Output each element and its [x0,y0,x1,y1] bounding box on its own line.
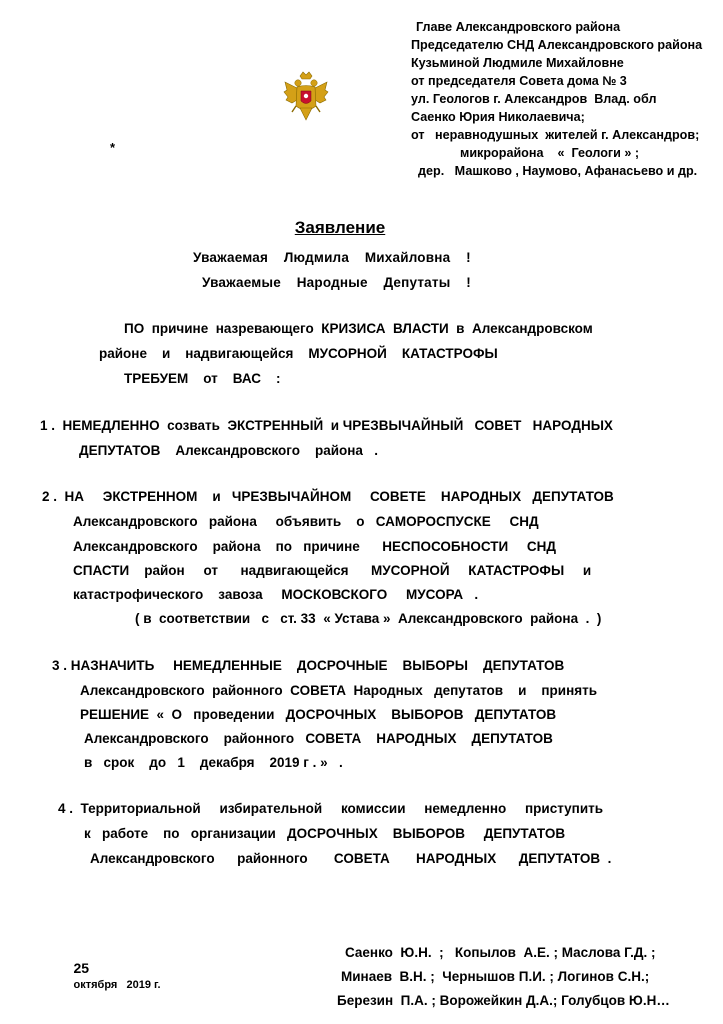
addressee-line: ул. Геологов г. Александров Влад. обл [411,92,657,106]
greeting-line: Уважаемая Людмила Михайловна ! [193,250,471,265]
intro-line: ПО причине назревающего КРИЗИСА ВЛАСТИ в Александровском [124,321,593,336]
item-line: РЕШЕНИЕ « О проведении ДОСРОЧНЫХ ВЫБОРОВ ДЕПУТАТОВ [80,707,557,722]
addressee-line: Саенко Юрия Николаевича; [411,110,585,124]
date-month-year: октября 2019 г. [73,979,161,991]
intro-line: ТРЕБУЕМ от ВАС : [124,371,281,386]
greeting-line: Уважаемые Народные Депутаты ! [202,275,471,290]
item-line: Александровского районного СОВЕТА НАРОДНЫХ ДЕПУТАТОВ . [90,851,612,866]
addressee-line: Главе Александровского района [416,20,621,34]
item-line: 2 . НА ЭКСТРЕННОМ и ЧРЕЗВЫЧАЙНОМ СОВЕТЕ НАРОДНЫХ ДЕПУТАТОВ [42,489,614,504]
item-line: 3 . НАЗНАЧИТЬ НЕМЕДЛЕННЫЕ ДОСРОЧНЫЕ ВЫБОРЫ ДЕПУТАТОВ [52,658,565,673]
signature-line: Саенко Ю.Н. ; Копылов А.Е. ; Маслова Г.Д. ; [345,945,656,960]
signature-line: Березин П.А. ; Ворожейкин Д.А.; Голубцов Ю.Н… [337,993,670,1008]
item-line: ДЕПУТАТОВ Александровского района . [79,443,378,458]
item-line: Александровского района по причине НЕСПОСОБНОСТИ СНД [73,539,557,554]
addressee-line: Председателю СНД Александровского района [411,38,703,52]
item-line: катастрофического завоза МОСКОВСКОГО МУСОРА . [73,587,479,602]
addressee-line: микрорайона « Геологи » ; [460,146,640,160]
item-line: к работе по организации ДОСРОЧНЫХ ВЫБОРОВ ДЕПУТАТОВ [84,826,566,841]
addressee-line: дер. Машково , Наумово, Афанасьево и др. [418,164,698,178]
addressee-line: Кузьминой Людмиле Михайловне [411,56,624,70]
item-line: Александровского районного СОВЕТА Народных депутатов и принять [80,683,598,698]
addressee-line: от неравнодушных жителей г. Александров; [411,128,700,142]
document-title: Заявление [294,218,386,237]
item-line: СПАСТИ район от надвигающейся МУСОРНОЙ КАТАСТРОФЫ и [73,563,592,578]
asterisk-mark: * [110,140,116,155]
date-day: 25 [73,960,90,976]
item-line: Александровского района объявить о САМОРОСПУСКЕ СНД [73,514,539,529]
item-line: Александровского районного СОВЕТА НАРОДНЫХ ДЕПУТАТОВ [84,731,553,746]
intro-line: районе и надвигающейся МУСОРНОЙ КАТАСТРОФЫ [99,346,498,361]
signature-line: Минаев В.Н. ; Чернышов П.И. ; Логинов С.Н.; [341,969,650,984]
item-line: в срок до 1 декабря 2019 г . » . [84,755,343,770]
addressee-line: от председателя Совета дома № 3 [411,74,627,88]
coat-of-arms-emblem [283,70,329,126]
item-line: 1 . НЕМЕДЛЕННО созвать ЭКСТРЕННЫЙ и ЧРЕЗВЫЧАЙНЫЙ СОВЕТ НАРОДНЫХ [40,418,613,433]
item-line: 4 . Территориальной избирательной комиссии немедленно приступить [58,801,604,816]
document-date [66,945,161,991]
item-line: ( в соответствии с ст. 33 « Устава » Александровского района . ) [135,611,602,626]
